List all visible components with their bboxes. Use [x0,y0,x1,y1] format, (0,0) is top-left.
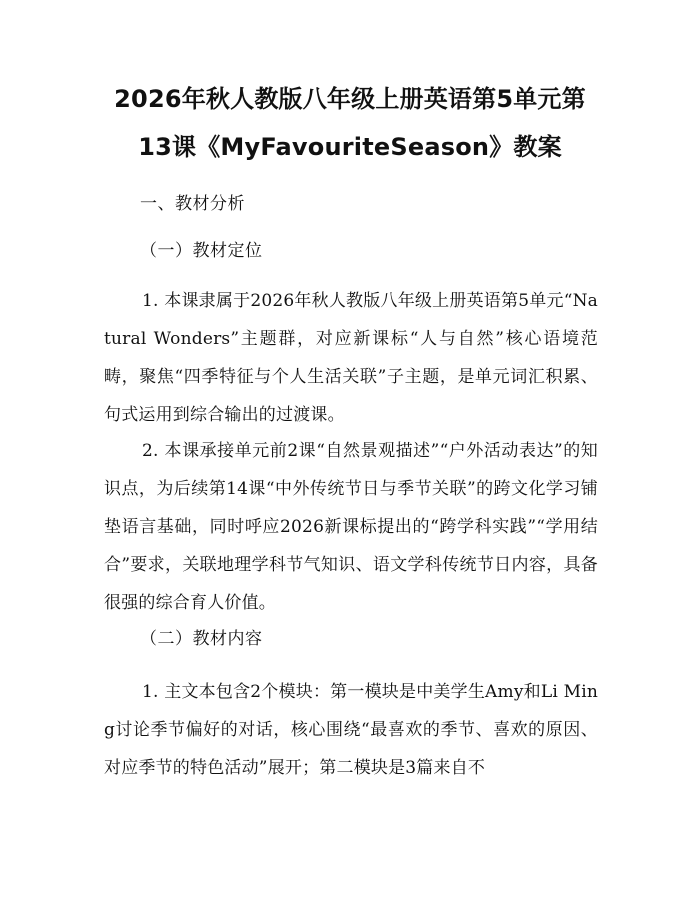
paragraph-content-1: 1. 主文本包含2个模块：第一模块是中美学生Amy和Li Ming讨论季节偏好的对话，核心围绕“最喜欢的季节、喜欢的原因、对应季节的特色活动”展开；第二模块是3篇来自不 [104,682,598,778]
section-heading-textbook-analysis: 一、教材分析 [140,194,245,214]
subsection-heading-textbook-positioning: （一）教材定位 [140,241,263,261]
document-title-line-2: 13课《MyFavouriteSeason》教案 [138,133,562,161]
paragraph-positioning-1: 1. 本课隶属于2026年秋人教版八年级上册英语第5单元“Natural Wonders”主题群，对应新课标“人与自然”核心语境范畴，聚焦“四季特征与个人生活关联”子主题，是单元词汇积累、句式运用到综合输出的过渡课。 [104,291,598,425]
paragraph-positioning-2: 2. 本课承接单元前2课“自然景观描述”“户外活动表达”的知识点，为后续第14课“中外传统节日与季节关联”的跨文化学习铺垫语言基础，同时呼应2026新课标提出的“跨学科实践”“学用结合”要求，关联地理学科节气知识、语文学科传统节日内容，具备很强的综合育人价值。 [104,441,598,613]
subsection-heading-textbook-content: （二）教材内容 [140,629,263,649]
document-title-line-1: 2026年秋人教版八年级上册英语第5单元第 [114,85,586,113]
